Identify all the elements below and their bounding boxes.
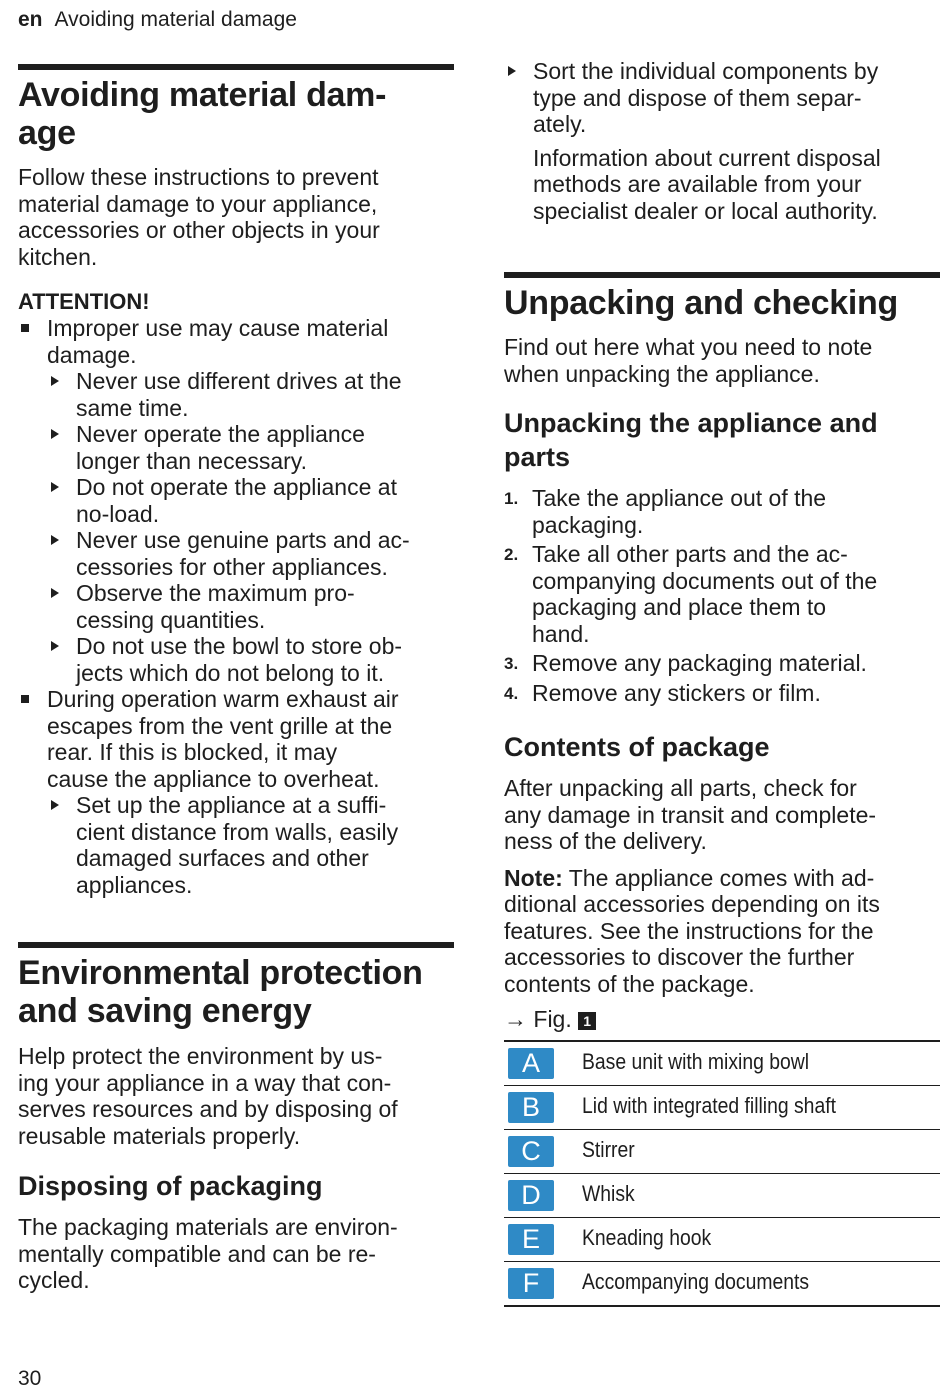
text-line: any damage in transit and complete- xyxy=(504,801,877,828)
title-line: Unpacking the appliance and xyxy=(504,408,878,438)
text-line: Never use genuine parts and ac- xyxy=(76,527,410,553)
text-line: Do not use the bowl to store ob- xyxy=(76,633,403,659)
section-rule xyxy=(504,272,940,278)
text-line: Never use different drives at the xyxy=(76,368,402,394)
part-label: Base unit with mixing bowl xyxy=(582,1049,810,1074)
step-number: 3. xyxy=(504,654,519,673)
part-letter-badge: C xyxy=(508,1136,554,1167)
figure-number: 1 xyxy=(578,1012,596,1030)
text-line: Follow these instructions to prevent xyxy=(18,164,379,190)
part-label: Kneading hook xyxy=(582,1225,712,1250)
instruction-item xyxy=(47,792,454,898)
step-item xyxy=(504,680,940,707)
text-line: ately. xyxy=(533,111,587,137)
note-paragraph xyxy=(504,865,940,998)
subsection-title-contents: Contents of package xyxy=(504,732,770,762)
text-line: features. See the instructions for the xyxy=(504,917,874,944)
instruction-item xyxy=(47,580,454,633)
text-line: Set up the appliance at a suffi- xyxy=(76,792,387,818)
warning-bullet xyxy=(18,686,454,792)
section-rule xyxy=(18,942,454,948)
text-line: contents of the package. xyxy=(504,970,755,997)
text-line: ditional accessories depending on its xyxy=(504,891,880,917)
title-line: age xyxy=(18,114,76,152)
text-line: The appliance comes with ad- xyxy=(562,864,875,891)
parts-row xyxy=(504,1262,940,1307)
subsection-title-disposing: Disposing of packaging xyxy=(18,1171,323,1201)
text-line: methods are available from your xyxy=(533,171,862,197)
step-number: 4. xyxy=(504,683,519,703)
text-line: cessing quantities. xyxy=(76,606,266,633)
language-code: en xyxy=(18,8,43,31)
warning-bullet xyxy=(18,315,454,368)
text-line: reusable materials properly. xyxy=(18,1122,301,1149)
instruction-item xyxy=(47,421,454,474)
text-line: specialist dealer or local authority. xyxy=(533,197,878,224)
section-title-avoiding-damage xyxy=(18,76,454,152)
part-label: Lid with integrated filling shaft xyxy=(582,1093,836,1118)
title-line: Environmental protection xyxy=(18,954,423,992)
text-line: Information about current disposal xyxy=(533,144,881,171)
text-line: Never operate the appliance xyxy=(76,421,365,447)
figure-reference xyxy=(504,1006,940,1032)
disposal-info xyxy=(504,145,940,225)
text-line: Help protect the environment by us- xyxy=(18,1043,383,1069)
text-line: companying documents out of the xyxy=(532,567,878,594)
part-label: Whisk xyxy=(582,1181,635,1206)
text-line: hand. xyxy=(532,620,590,647)
intro-paragraph xyxy=(504,334,940,387)
step-item xyxy=(504,541,940,647)
text-line: rear. If this is blocked, it may xyxy=(47,739,338,765)
section-title-environment xyxy=(18,954,454,1030)
intro-paragraph xyxy=(18,1043,454,1149)
text-line: Take all other parts and the ac- xyxy=(532,541,848,567)
text-line: mentally compatible and can be re- xyxy=(18,1240,376,1267)
text-line: material damage to your appliance, xyxy=(18,190,378,217)
text-line: serves resources and by disposing of xyxy=(18,1096,398,1122)
text-line: Observe the maximum pro- xyxy=(76,580,355,606)
part-letter-badge: A xyxy=(508,1048,554,1079)
header-title: Avoiding material damage xyxy=(54,8,297,31)
text-line: jects which do not belong to it. xyxy=(76,659,385,686)
text-line: damage. xyxy=(47,341,137,368)
text-line: Remove any packaging material. xyxy=(532,650,867,676)
text-line: Improper use may cause material xyxy=(47,315,389,341)
parts-table xyxy=(504,1040,940,1307)
text-line: The packaging materials are environ- xyxy=(18,1214,398,1240)
text-line: escapes from the vent grille at the xyxy=(47,712,393,739)
figure-label: Fig. xyxy=(533,1006,572,1032)
text-line: kitchen. xyxy=(18,243,98,270)
step-item xyxy=(504,485,940,538)
arrow-icon: → xyxy=(504,1006,527,1032)
instruction-item xyxy=(47,633,454,686)
left-column xyxy=(18,0,454,1294)
part-label: Stirrer xyxy=(582,1137,635,1162)
text-line: cycled. xyxy=(18,1267,90,1293)
text-line: packaging and place them to xyxy=(532,594,827,620)
text-line: when unpacking the appliance. xyxy=(504,360,820,387)
instruction-item xyxy=(47,368,454,421)
instruction-item xyxy=(47,474,454,527)
step-number: 2. xyxy=(504,545,519,564)
part-letter-badge: F xyxy=(508,1268,554,1299)
parts-row xyxy=(504,1042,940,1086)
attention-label: ATTENTION! xyxy=(18,289,150,314)
instruction-item xyxy=(47,527,454,580)
text-line: accessories to discover the further xyxy=(504,944,855,970)
part-label: Accompanying documents xyxy=(582,1269,810,1294)
text-line: Remove any stickers or film. xyxy=(532,679,821,706)
text-line: type and dispose of them separ- xyxy=(533,84,862,111)
text-line: During operation warm exhaust air xyxy=(47,686,399,712)
text-line: cessories for other appliances. xyxy=(76,553,388,580)
intro-paragraph xyxy=(18,164,454,270)
section-rule xyxy=(18,64,454,70)
parts-row xyxy=(504,1130,940,1174)
text-line: cause the appliance to overheat. xyxy=(47,765,380,792)
disposing-paragraph xyxy=(18,1214,454,1294)
right-column xyxy=(504,0,940,1307)
text-line: Take the appliance out of the xyxy=(532,485,827,511)
parts-row xyxy=(504,1218,940,1262)
part-letter-badge: B xyxy=(508,1092,554,1123)
text-line: cient distance from walls, easily xyxy=(76,818,399,845)
title-line: Avoiding material dam- xyxy=(18,76,387,114)
parts-row xyxy=(504,1086,940,1130)
text-line: longer than necessary. xyxy=(76,447,307,474)
step-item xyxy=(504,650,940,677)
text-line: same time. xyxy=(76,394,189,421)
steps-list xyxy=(504,485,940,706)
note-label: Note: xyxy=(504,864,563,891)
page-number: 30 xyxy=(18,1367,42,1390)
instruction-list xyxy=(18,368,454,686)
section-title-unpacking: Unpacking and checking xyxy=(504,284,898,322)
part-letter-badge: D xyxy=(508,1180,554,1211)
step-number: 1. xyxy=(504,489,519,508)
subsection-title-unpacking-parts xyxy=(504,406,940,474)
text-line: packaging. xyxy=(532,511,644,538)
text-line: After unpacking all parts, check for xyxy=(504,775,857,801)
instruction-list xyxy=(18,792,454,898)
parts-row xyxy=(504,1174,940,1218)
text-line: Find out here what you need to note xyxy=(504,334,873,360)
text-line: ness of the delivery. xyxy=(504,828,707,854)
text-line: damaged surfaces and other xyxy=(76,845,369,871)
text-line: Sort the individual components by xyxy=(533,58,879,84)
text-line: accessories or other objects in your xyxy=(18,217,380,243)
text-line: no-load. xyxy=(76,500,160,527)
part-letter-badge: E xyxy=(508,1224,554,1255)
text-line: Do not operate the appliance at xyxy=(76,474,397,500)
text-line: ing your appliance in a way that con- xyxy=(18,1069,392,1096)
text-line: appliances. xyxy=(76,871,193,898)
instruction-item xyxy=(504,58,940,138)
title-line: and saving energy xyxy=(18,992,312,1030)
contents-paragraph xyxy=(504,775,940,855)
title-line: parts xyxy=(504,442,571,472)
